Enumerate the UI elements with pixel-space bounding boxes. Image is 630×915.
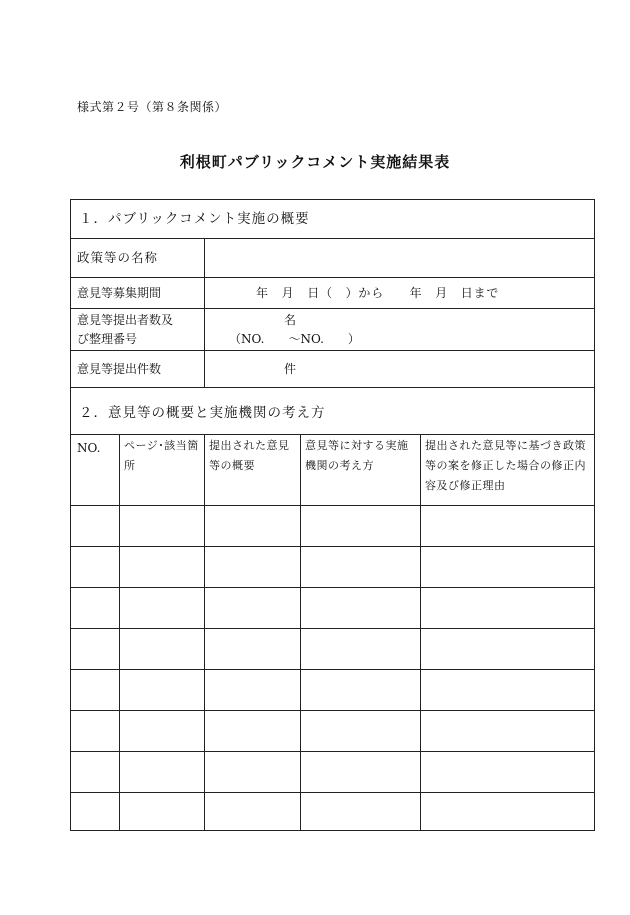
document-title: 利根町パブリックコメント実施結果表 (179, 153, 451, 171)
rule-label-column (204, 238, 205, 387)
table-row[interactable] (71, 752, 594, 792)
rule-submitters (71, 350, 594, 351)
rule-section2-heading (71, 434, 594, 435)
table-row[interactable] (71, 629, 594, 669)
submitters-count-value[interactable]: 名 (284, 313, 297, 327)
column-header-revision: 提出された意見等に基づき政策等の案を修正した場合の修正内容及び修正理由 (425, 439, 586, 492)
section1-heading: １．パブリックコメント実施の概要 (79, 211, 310, 227)
submission-count-label: 意見等提出件数 (77, 362, 162, 376)
table-row[interactable] (71, 711, 594, 751)
table-row[interactable] (71, 670, 594, 710)
period-label: 意見等募集期間 (77, 286, 162, 300)
submitters-label-line1: 意見等提出者数及 (77, 313, 174, 327)
table-row[interactable] (71, 793, 594, 830)
table-row[interactable] (71, 547, 594, 587)
column-header-page: ページ･該当箇所 (124, 439, 199, 472)
form-reference: 様式第２号（第８条関係） (77, 100, 228, 114)
column-header-no: NO. (77, 441, 101, 455)
column-header-response: 意見等に対する実施機関の考え方 (305, 439, 409, 472)
submission-count-value[interactable]: 件 (284, 362, 297, 376)
submitters-number-range[interactable]: （NO. ～NO. ） (229, 332, 360, 346)
policy-name-label: 政策等の名称 (77, 250, 159, 265)
period-value[interactable]: 年 月 日（ ）から 年 月 日まで (256, 286, 500, 300)
submitters-label-line2: び整理番号 (77, 332, 138, 346)
table-row[interactable] (71, 506, 594, 546)
table-row[interactable] (71, 588, 594, 628)
rule-count (71, 387, 594, 388)
rule-section1-heading (71, 238, 594, 239)
rule-period (71, 308, 594, 309)
rule-policy-name (71, 277, 594, 278)
section2-heading: ２．意見等の概要と実施機関の考え方 (79, 405, 326, 421)
result-table (70, 199, 595, 831)
column-header-summary: 提出された意見等の概要 (209, 439, 290, 472)
